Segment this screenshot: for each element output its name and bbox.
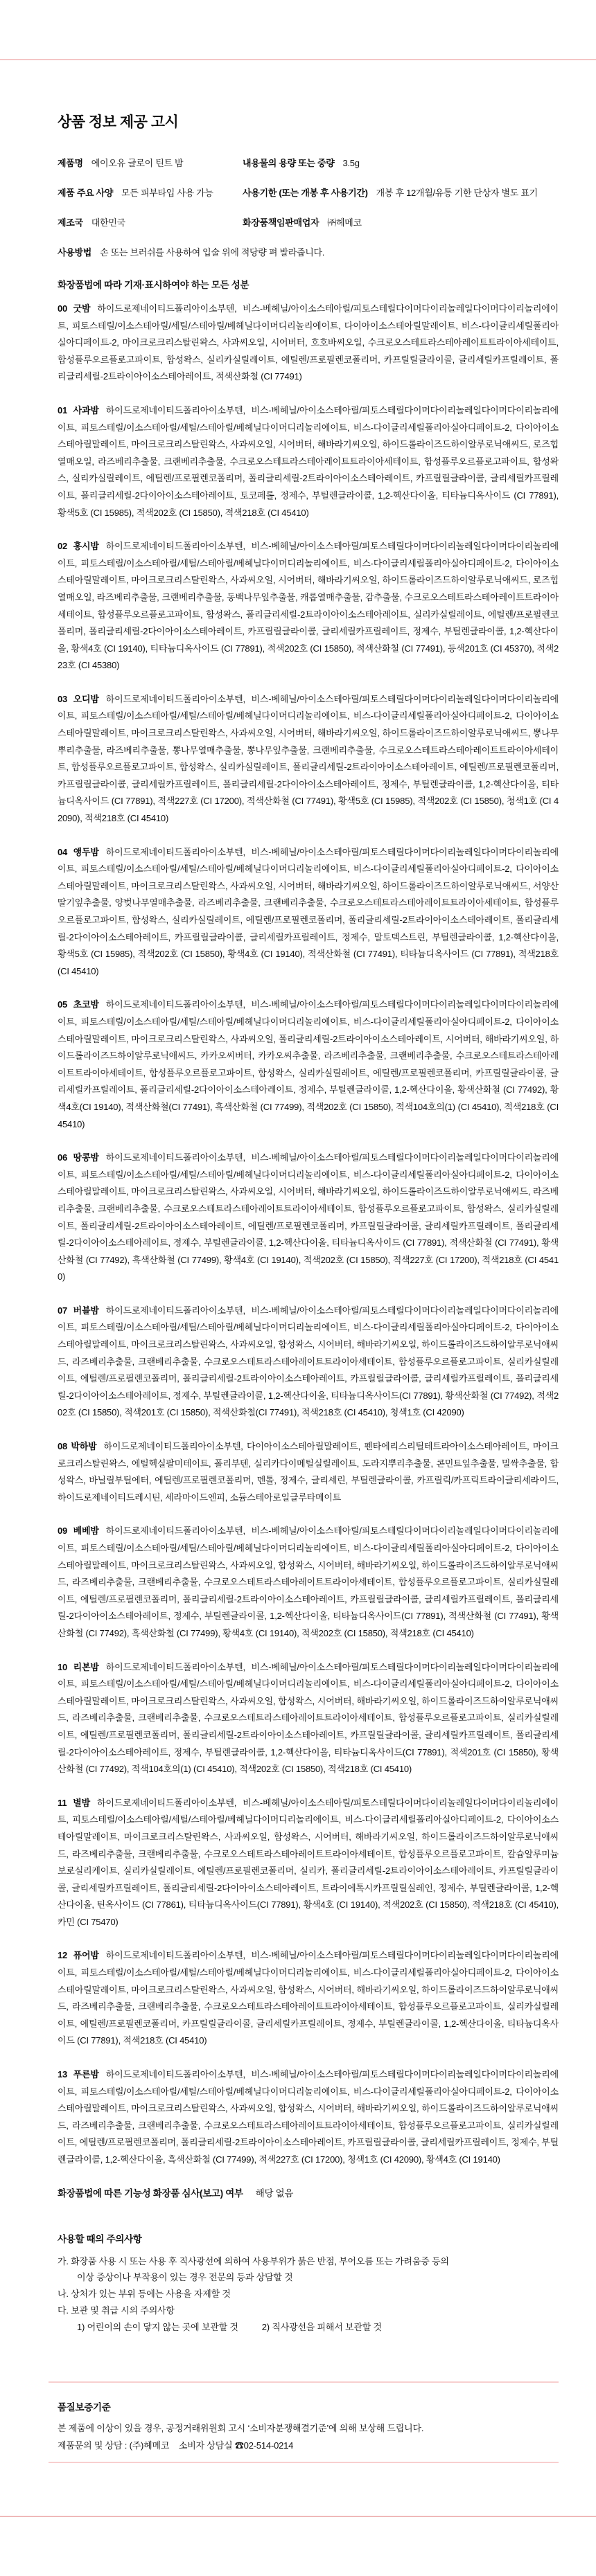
ingredient-text: 하이드로제네이티드폴리아이소부텐, 비스-베헤닐/아이소스테아릴/피토스테릴다이머다이리놀레일다이머다이리놀리에이트, 피토스테릴/이소스테아릴/세틸/스테아릴/베헤닐다이머디리놀리에이트, 비스-다이글리세릴폴리아실아디페이트-2, 다이아이소스테아릴말레이트, 마이크로크리스탈린왁스, 사과씨오일, 시어버터, 해바라기씨오일, 하이드롤라이즈드하이알루로닉애씨드, 로즈힙열매오일, 라즈베리추출물, 크랜베리추출물, 수크로오스테트라스테아레이트트라이아세테이트, 합성플루오르플로고파이트, 합성왁스, 실리카실릴레이트, 에틸렌/프로필렌코폴리머, 폴리글리세릴-2트라이아이소스테아레이트, 카프릴릴글라이콜, 글리세릴카프릴레이트, 폴리글리세릴-2다이아이소스테아레이트, 토코페롤, 정제수, 부틸렌글라이콜, 1,2-헥산다이올, 티타늄디옥사이드 (CI 77891), 황색5호 (CI 15985), 적색202호 (CI 15850), 적색218호 (CI 45410) [58,404,559,518]
ingredient-shade-name: 10 리본밤 [58,1661,99,1672]
field-label: 제품명 [58,158,83,168]
field-label: 화장품책임판매업자 [243,217,319,228]
info-pair [243,188,559,198]
field-value: 3.5g [342,158,360,168]
ingredient-paragraph [58,301,559,386]
caution-storage-item-1: 1) 어린이의 손이 닿지 않는 곳에 보관할 것 [77,2321,238,2332]
info-pair [58,158,243,168]
field-value: 손 또는 브러쉬를 사용하여 입술 위에 적당량 펴 발라줍니다. [100,247,325,258]
caution-line-c: 다. 보관 및 취급 시의 주의사항 [58,2305,175,2316]
field-label: 제조국 [58,217,83,228]
ingredient-shade-name: 02 홍시밤 [58,541,99,552]
ingredient-text: 하이드로제네이티드폴리아이소부텐, 비스-베헤닐/아이소스테아릴/피토스테릴다이머다이리놀레일다이머다이리놀리에이트, 피토스테릴/이소스테아릴/세틸/스테아릴/베헤닐다이머디리놀리에이트, 비스-다이글리세릴폴리아실아디페이트-2, 다이아이소스테아릴말레이트, 마이크로크리스탈린왁스, 사과씨오일, 시어버터, 해바라기씨오일, 하이드롤라이즈드하이알루로닉애씨드, 서양산딸기잎추출물, 양벚나무열매추출물, 라즈베리추출물, 크랜베리추출물, 수크로오스테트라스테아레이트트라이아세테이트, 합성플루오르플로고파이트, 합성왁스, 실리카실릴레이트, 에틸렌/프로필렌코폴리머, 폴리글리세릴-2트라이아이소스테아레이트, 폴리글리세릴-2다이아이소스테아레이트, 카프릴릴글라이콜, 글리세릴카프릴레이트, 정제수, 말토덱스트린, 부틸렌글라이콜, 1,2-헥산다이올, 황색5호 (CI 15985), 적색202호 (CI 15850), 황색4호 (CI 19140), 적색산화철 (CI 77491), 티타늄디옥사이드 (CI 77891), 적색218호 (CI 45410) [58,846,559,976]
functional-review-value: 해당 없음 [255,2188,294,2199]
ingredient-text: 하이드로제네이티드폴리아이소부텐, 비스-베헤닐/아이소스테아릴/피토스테릴다이머다이리놀레일다이머다이리놀리에이트, 피토스테릴/이소스테아릴/세틸/스테아릴/베헤닐다이머디리놀리에이트, 비스-다이글리세릴폴리아실아디페이트-2, 다이아이소스테아릴말레이트, 마이크로크리스탈린왁스, 사과씨오일, 시어버터, 해바라기씨오일, 하이드롤라이즈드하이알루로닉애씨드, 로즈힙열매오일, 라즈베리추출물, 크랜베리추출물, 동백나무잎추출물, 캐롭열매추출물, 감추출물, 수크로오스테트라스테아레이트트라이아세테이트, 합성플루오르플로고파이트, 합성왁스, 폴리글리세릴-2트라이아이소스테아레이트, 실리카실릴레이트, 에틸렌/프로필렌코폴리머, 폴리글리세릴-2다이아이소스테아레이트, 카프릴릴글라이콜, 글리세릴카프릴레이트, 정제수, 부틸렌글라이콜, 1,2-헥산다이올, 황색4호 (CI 19140), 티타늄디옥사이드 (CI 77891), 적색202호 (CI 15850), 적색산화철 (CI 77491), 등색201호 (CI 45370), 적색223호 (CI 45380) [58,541,559,671]
ingredient-paragraph [58,538,559,674]
bottom-divider-line [0,2516,596,2517]
ingredient-shade-name: 03 오디밤 [58,693,99,704]
ingredient-shade-name: 06 땅콩밤 [58,1152,99,1163]
ingredient-text: 하이드로제네이티드폴리아이소부텐, 비스-베헤닐/아이소스테아릴/피토스테릴다이머다이리놀레일다이머다이리놀리에이트, 피토스테릴/이소스테아릴/세틸/스테아릴/베헤닐다이머디리놀리에이트, 비스-다이글리세릴폴리아실아디페이트-2, 다이아이소스테아릴말레이트, 마이크로크리스탈린왁스, 사과씨오일, 합성왁스, 시어버터, 해바라기씨오일, 하이드롤라이즈드하이알루로닉애씨드, 라즈베리추출물, 크랜베리추출물, 수크로오스테트라스테아레이트트라이아세테이트, 합성플루오르플로고파이트, 실리카실릴레이트, 에틸렌/프로필렌코폴리머, 폴리글리세릴-2트라이아이소스테아레이트, 카프릴릴글라이콜, 글리세릴카프릴레이트, 폴리글리세릴-2다이아이소스테아레이트, 정제수, 부틸렌글라이콜, 1,2-헥산다이올, 티타늄디옥사이드(CI 77891), 적색산화철 (CI 77491), 황색산화철 (CI 77492), 흑색산화철 (CI 77499), 황색4호 (CI 19140), 적색202호 (CI 15850), 적색218호 (CI 45410) [58,1526,559,1638]
info-row-usage [58,247,559,258]
caution-line-c-items [58,2319,559,2336]
info-pair [58,247,324,258]
ingredient-text: 하이드로제네이티드폴리아이소부텐, 비스-베헤닐/아이소스테아릴/피토스테릴다이머다이리놀레일다이머다이리놀리에이트, 피토스테릴/이소스테아릴/세틸/스테아릴/베헤닐다이머디리놀리에이트, 비스-다이글리세릴폴리아실아디페이트-2, 다이아이소스테아릴말레이트, 마이크로크리스탈린왁스, 사과씨오일, 합성왁스, 시어버터, 해바라기씨오일, 하이드롤라이즈드하이알루로닉애씨드, 라즈베리추출물, 크랜베리추출물, 수크로오스테트라스테아레이트트라이아세테이트, 합성플루오르플로고파이트, 칼슘알루미늄보로실리케이트, 실리카실릴레이트, 에틸렌/프로필렌코폴리머, 실리카, 폴리글리세릴-2트라이아이소스테아레이트, 카프릴릴글라이콜, 글리세릴카프릴레이트, 폴리글리세릴-2다이아이소스테아레이트, 트라이에톡시카프릴릴실레인, 정제수, 부틸렌글라이콜, 1,2-헥산다이올, 틴옥사이드 (CI 77861), 티타늄디옥사이드(CI 77891), 황색4호 (CI 19140), 적색202호 (CI 15850), 적색218호 (CI 45410), 카민 (CI 75470) [58,1797,559,1927]
info-pair [243,217,559,228]
ingredient-paragraph [58,996,559,1133]
ingredient-paragraph [58,1795,559,1931]
caution-line-b: 나. 상처가 있는 부위 등에는 사용을 자제할 것 [58,2289,231,2300]
ingredient-paragraph [58,402,559,521]
ingredients-section-heading: 화장품법에 따라 기재·표시하여야 하는 모든 성분 [58,280,249,290]
ingredient-paragraph [58,844,559,981]
ingredient-text: 하이드로제네이티드폴리아이소부텐, 비스-베헤닐/아이소스테아릴/피토스테릴다이머다이리놀레일다이머다이리놀리에이트, 피토스테릴/이소스테아릴/세틸/스테아릴/베헤닐다이머디리놀리에이트, 다이아이소스테아릴말레이트, 비스-다이글리세릴폴리아실아디페이트-2, 마이크로크리스탈린왁스, 사과씨오일, 시어버터, 호호바씨오일, 수크로오스테트라스테아레이트트라이아세테이트, 합성플루오르플로고파이트, 합성왁스, 실리카실릴레이트, 에틸렌/프로필렌코폴리머, 카프릴릴글라이콜, 글리세릴카프릴레이트, 폴리글리세릴-2트라이아이소스테아레이트, 적색산화철 (CI 77491) [58,303,559,382]
ingredient-paragraph [58,1150,559,1286]
warranty-heading: 품질보증기준 [58,2402,111,2413]
ingredient-paragraph [58,1303,559,1422]
ingredient-text: 하이드로제네이티드폴리아이소부텐, 비스-베헤닐/아이소스테아릴/피토스테릴다이머다이리놀레일다이머다이리놀리에이트, 피토스테릴/이소스테아릴/세틸/스테아릴/베헤닐다이머디리놀리에이트, 비스-다이글리세릴폴리아실아디페이트-2, 다이아이소스테아릴말레이트, 마이크로크리스탈린왁스, 사과씨오일, 시어버터, 해바라기씨오일, 하이드롤라이즈드하이알루로닉애씨드, 라즈베리추출물, 크랜베리추출물, 수크로오스테트라스테아레이트트라이아세테이트, 합성플루오르플로고파이트, 합성왁스, 실리카실릴레이트, 폴리글리세릴-2트라이아이소스테아레이트, 에틸렌/프로필렌코폴리머, 카프릴릴글라이콜, 글리세릴카프릴레이트, 폴리글리세릴-2다이아이소스테아레이트, 정제수, 부틸렌글라이콜, 1,2-헥산다이올, 티타늄디옥사이드 (CI 77891), 적색산화철 (CI 77491), 황색산화철 (CI 77492), 흑색산화철 (CI 77499), 황색4호 (CI 19140), 적색202호 (CI 15850), 적색227호 (CI 17200), 적색218호 (CI 45410) [58,1152,559,1282]
ingredient-text: 하이드로제네이티드폴리아이소부텐, 비스-베헤닐/아이소스테아릴/피토스테릴다이머다이리놀레일다이머다이리놀리에이트, 피토스테릴/이소스테아릴/세틸/스테아릴/베헤닐다이머디리놀리에이트, 비스-다이글리세릴폴리아실아디페이트-2, 다이아이소스테아릴말레이트, 마이크로크리스탈린왁스, 사과씨오일, 합성왁스, 시어버터, 해바라기씨오일, 하이드롤라이즈드하이알루로닉애씨드, 라즈베리추출물, 크랜베리추출물, 수크로오스테트라스테아레이트트라이아세테이트, 합성플루오르플로고파이트, 실리카실릴레이트, 에틸렌/프로필렌코폴리머, 카프릴릴글라이콜, 글리세릴카프릴레이트, 정제수, 부틸렌글라이콜, 1,2-헥산다이올, 티타늄디옥사이드 (CI 77891), 적색218호 (CI 45410) [58,1950,559,2046]
field-label: 제품 주요 사양 [58,188,114,198]
page-title: 상품 정보 제공 고시 [58,114,179,130]
ingredient-shade-name: 12 퓨어밤 [58,1950,99,1961]
caution-section-heading: 사용할 때의 주의사항 [58,2233,142,2244]
ingredient-paragraph [58,1523,559,1642]
ingredient-shade-name: 07 버블밤 [58,1305,99,1316]
field-value: 에이오유 글로이 틴트 밤 [91,158,184,168]
ingredient-text: 하이드로제네이티드폴리아이소부텐, 비스-베헤닐/아이소스테아릴/피토스테릴다이머다이리놀레일다이머다이리놀리에이트, 피토스테릴/이소스테아릴/세틸/스테아릴/베헤닐다이머디리놀리에이트, 비스-다이글리세릴폴리아실아디페이트-2, 다이아이소스테아릴말레이트, 마이크로크리스탈린왁스, 사과씨오일, 합성왁스, 시어버터, 해바라기씨오일, 하이드롤라이즈드하이알루로닉애씨드, 라즈베리추출물, 크랜베리추출물, 수크로오스테트라스테아레이트트라이아세테이트, 합성플루오르플로고파이트, 실리카실릴레이트, 에틸렌/프로필렌코폴리머, 폴리글리세릴-2트라이아이소스테아레이트, 카프릴릴글라이콜, 글리세릴카프릴레이트, 폴리글리세릴-2다이아이소스테아레이트, 정제수, 부틸렌글라이콜, 1,2-헥산다이올, 티타늄디옥사이드(CI 77891), 황색산화철 (CI 77492), 적색202호 (CI 15850), 적색201호 (CI 15850), 적색산화철(CI 77491), 적색218호 (CI 45410), 청색1호 (CI 42090) [58,1305,559,1418]
info-pair [58,188,243,198]
caution-line-a-cont: 이상 증상이나 부작용이 있는 경우 전문의 등과 상담할 것 [77,2272,293,2283]
info-pair [58,217,243,228]
functional-review-row [58,2185,559,2199]
ingredient-shade-name: 04 앵두밤 [58,846,99,857]
info-row-origin [58,217,559,228]
caution-line-a: 가. 화장품 사용 시 또는 사용 후 직사광선에 의하여 사용부위가 붉은 반점, 부어오름 또는 가려움증 등의 [58,2255,449,2266]
ingredient-text: 하이드로제네이티드폴리아이소부텐, 비스-베헤닐/아이소스테아릴/피토스테릴다이머다이리놀레일다이머다이리놀리에이트, 피토스테릴/이소스테아릴/세틸/스테아릴/베헤닐다이머디리놀리에이트, 비스-다이글리세릴폴리아실아디페이트-2, 다이아이소스테아릴말레이트, 마이크로크리스탈린왁스, 사과씨오일, 합성왁스, 시어버터, 해바라기씨오일, 하이드롤라이즈드하이알루로닉애씨드, 라즈베리추출물, 크랜베리추출물, 수크로오스테트라스테아레이트트라이아세테이트, 합성플루오르플로고파이트, 실리카실릴레이트, 에틸렌/프로필렌코폴리머, 폴리글리세릴-2트라이아이소스테아레이트, 카프릴릴글라이콜, 글리세릴카프릴레이트, 폴리글리세릴-2다이아이소스테아레이트, 정제수, 부틸렌글라이콜, 1,2-헥산다이올, 티타늄디옥사이드(CI 77891), 적색201호 (CI 15850), 황색산화철 (CI 77492), 적색104호의(1) (CI 45410), 적색202호 (CI 15850), 적색218호 (CI 45410) [58,1661,559,1775]
field-value: 개봉 후 12개월/유통 기한 단상자 별도 표기 [376,188,538,198]
info-row-product-name [58,158,559,168]
field-label: 사용방법 [58,247,92,258]
field-value: 모든 피부타입 사용 가능 [121,188,213,198]
notice-content [58,111,559,2336]
ingredient-paragraph [58,1659,559,1778]
ingredient-shade-name: 08 박하밤 [58,1441,97,1452]
info-pair [243,158,559,168]
ingredient-shade-name: 13 푸른밤 [58,2069,99,2080]
functional-review-label: 화장품법에 따른 기능성 화장품 심사(보고) 여부 [58,2188,243,2199]
warranty-contact-line: 제품문의 및 상담 : (주)헤메코 소비자 상담실 ☎02-514-0214 [58,2440,294,2451]
ingredient-paragraph [58,1438,559,1506]
field-value: 대한민국 [91,217,125,228]
warranty-compensation-line: 본 제품에 이상이 있을 경우, 공정거래위원회 고시 ‘소비자분쟁해결기준’에 의해 보상해 드립니다. [58,2423,424,2433]
warranty-box [49,2381,559,2463]
ingredient-shade-name: 00 굿밤 [58,303,91,314]
field-label: 사용기한 (또는 개봉 후 사용기간) [243,188,368,198]
field-label: 내용물의 용량 또는 중량 [243,158,335,168]
ingredient-paragraph [58,2066,559,2169]
ingredient-shade-name: 01 사과밤 [58,404,99,415]
ingredient-text: 하이드로제네이티드폴리아이소부텐, 비스-베헤닐/아이소스테아릴/피토스테릴다이머다이리놀레일다이머다이리놀리에이트, 피토스테릴/이소스테아릴/세틸/스테아릴/베헤닐다이머디리놀리에이트, 비스-다이글리세릴폴리아실아디페이트-2, 다이아이소스테아릴말레이트, 마이크로크리스탈린왁스, 사과씨오일, 폴리글리세릴-2트라이아이소스테아레이트, 시어버터, 해바라기씨오일, 하이드롤라이즈드하이알루로닉애씨드, 카카오씨버터, 카카오씨추출물, 라즈베리추출물, 크랜베리추출물, 수크로오스테트라스테아레이트트라이아세테이트, 합성플루오르플로고파이트, 합성왁스, 실리카실릴레이트, 에틸렌/프로필렌코폴리머, 카프릴릴글라이콜, 글리세릴카프릴레이트, 폴리글리세릴-2다이아이소스테아레이트, 정제수, 부틸렌글라이콜, 1,2-헥산다이올, 황색산화철 (CI 77492), 황색4호(CI 19140), 적색산화철(CI 77491), 흑색산화철 (CI 77499), 적색202호 (CI 15850), 적색104호의(1) (CI 45410), 적색218호 (CI 45410) [58,999,559,1129]
ingredient-shade-name: 11 별밤 [58,1797,91,1808]
ingredient-text: 하이드로제네이티드폴리아이소부텐, 비스-베헤닐/아이소스테아릴/피토스테릴다이머다이리놀레일다이머다이리놀리에이트, 피토스테릴/이소스테아릴/세틸/스테아릴/베헤닐다이머디리놀리에이트, 비스-다이글리세릴폴리아실아디페이트-2, 다이아이소스테아릴말레이트, 마이크로크리스탈린왁스, 사과씨오일, 시어버터, 해바라기씨오일, 하이드롤라이즈드하이알루로닉애씨드, 뽕나무뿌리추출물, 라즈베리추출물, 뽕나무열매추출물, 뽕나무잎추출물, 크랜베리추출물, 수크로오스테트라스테아레이트트라이아세테이트, 합성플루오르플로고파이트, 합성왁스, 실리카실릴레이트, 폴리글리세릴-2트라이아이소스테아레이트, 에틸렌/프로필렌코폴리머, 카프릴릴글라이콜, 글리세릴카프릴레이트, 폴리글리세릴-2다이아이소스테아레이트, 정제수, 부틸렌글라이콜, 1,2-헥산다이올, 티타늄디옥사이드 (CI 77891), 적색227호 (CI 17200), 적색산화철 (CI 77491), 황색5호 (CI 15985), 적색202호 (CI 15850), 청색1호 (CI 42090), 적색218호 (CI 45410) [58,693,559,824]
ingredient-shade-name: 09 베베밤 [58,1526,99,1537]
ingredient-paragraph [58,691,559,828]
caution-storage-item-2: 2) 직사광선을 피해서 보관할 것 [261,2321,382,2332]
field-value: ㈜헤메코 [327,217,362,228]
info-row-spec [58,188,559,198]
ingredient-text: 하이드로제네이티드폴리아이소부텐, 비스-베헤닐/아이소스테아릴/피토스테릴다이머다이리놀레일다이머다이리놀리에이트, 피토스테릴/이소스테아릴/세틸/스테아릴/베헤닐다이머디리놀리에이트, 비스-다이글리세릴폴리아실아디페이트-2, 다이아이소스테아릴말레이트, 마이크로크리스탈린왁스, 사과씨오일, 합성왁스, 시어버터, 해바라기씨오일, 하이드롤라이즈드하이알루로닉애씨드, 라즈베리추출물, 크랜베리추출물, 수크로오스테트라스테아레이트트라이아세테이트, 합성플루오르플로고파이트, 실리카실릴레이트, 에틸렌/프로필렌코폴리머, 폴리글리세릴-2트라이아이소스테아레이트, 카프릴릴글라이콜, 글리세릴카프릴레이트, 정제수, 부틸렌글라이콜, 1,2-헥산다이올, 흑색산화철 (CI 77499), 적색227호 (CI 17200), 청색1호 (CI 42090), 황색4호 (CI 19140) [58,2069,559,2165]
ingredient-text: 하이드로제네이티드폴리아이소부텐, 다이아이소스테아릴말레이트, 펜타에리스리틸테트라아이소스테아레이트, 마이크로크리스탈린왁스, 에틸헥실팔미테이트, 폴리부텐, 실리카다이메틸실릴레이트, 도라지뿌리추출물, 콘민트잎추출물, 밀싹추출물, 합성왁스, 바닐릴부틸에터, 에틸렌/프로필렌코폴리머, 멘톨, 정제수, 글리세린, 부틸렌글라이콜, 카프릴릭/카프릭트라이글리세라이드, 하이드로제네이티드레시틴, 세라마이드엔피, 소듐스테아로일글루타메이트 [58,1441,559,1503]
ingredient-shade-name: 05 초코밤 [58,999,99,1010]
ingredient-paragraph [58,1947,559,2050]
top-divider-line [0,59,596,60]
